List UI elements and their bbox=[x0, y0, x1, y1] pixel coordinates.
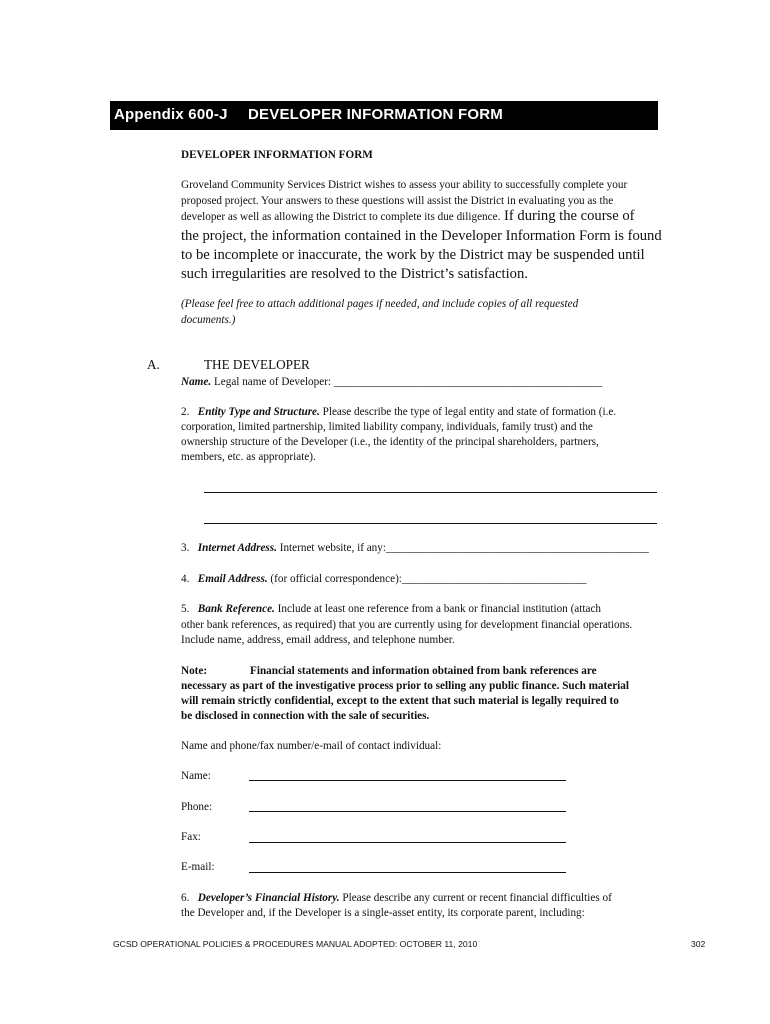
page-number: 302 bbox=[691, 939, 706, 949]
note-line-2: necessary as part of the investigative process prior to selling any public finance. Such material bbox=[181, 680, 629, 692]
contact-email-field[interactable] bbox=[249, 872, 566, 873]
intro-line-5: to be incomplete or inaccurate, the work by the District may be suspended until bbox=[181, 247, 645, 263]
intro-line-2: proposed project. Your answers to these questions will assist the District in evaluating you as the bbox=[181, 195, 614, 207]
item-name bbox=[181, 375, 602, 391]
item-4 bbox=[181, 572, 587, 588]
intro-line-3 bbox=[181, 207, 635, 226]
item-5-num: 5. bbox=[181, 603, 190, 615]
item-3-num: 3. bbox=[181, 542, 190, 554]
item-2-num: 2. bbox=[181, 406, 190, 418]
item-5-first-line bbox=[181, 602, 601, 618]
intro-line-1: Groveland Community Services District wishes to assess your ability to successfully complete your bbox=[181, 179, 628, 191]
item-5-text: Include at least one reference from a bank or financial institution (attach bbox=[274, 603, 602, 615]
item-6-num: 6. bbox=[181, 892, 190, 904]
item-2-line-2: corporation, limited partnership, limited liability company, individuals, family trust) and the bbox=[181, 421, 593, 433]
contact-name-label: Name: bbox=[181, 770, 211, 782]
intro-line-3-large: If during the course of bbox=[500, 208, 635, 224]
appendix-code: Appendix 600-J bbox=[114, 106, 228, 123]
item-name-label: Name. bbox=[181, 376, 212, 388]
section-a-title: THE DEVELOPER bbox=[204, 357, 310, 372]
item-5-label: Bank Reference. bbox=[197, 603, 275, 615]
contact-email-label: E-mail: bbox=[181, 861, 215, 873]
attach-note-1: (Please feel free to attach additional pages if needed, and include copies of all requested bbox=[181, 298, 579, 310]
item-2-text: Please describe the type of legal entity and state of formation (i.e. bbox=[319, 406, 617, 418]
contact-phone-field[interactable] bbox=[249, 811, 566, 812]
item-6-text: Please describe any current or recent financial difficulties of bbox=[339, 892, 612, 904]
form-heading: DEVELOPER INFORMATION FORM bbox=[181, 149, 373, 161]
contact-heading: Name and phone/fax number/e-mail of contact individual: bbox=[181, 740, 442, 752]
contact-fax-field[interactable] bbox=[249, 842, 566, 843]
note-line-4: be disclosed in connection with the sale of securities. bbox=[181, 710, 430, 722]
attach-note-2: documents.) bbox=[181, 314, 236, 326]
contact-phone-label: Phone: bbox=[181, 801, 213, 813]
item-2-line-3: ownership structure of the Developer (i.e., the identity of the principal shareholders, partners, bbox=[181, 436, 599, 448]
note-label: Note: bbox=[181, 665, 208, 677]
item-6-line-2: the Developer and, if the Developer is a single-asset entity, its corporate parent, including: bbox=[181, 907, 585, 919]
intro-line-6: such irregularities are resolved to the District’s satisfaction. bbox=[181, 266, 528, 282]
contact-name-field[interactable] bbox=[249, 780, 566, 781]
item-6-first-line bbox=[181, 891, 612, 907]
item-2-label: Entity Type and Structure. bbox=[197, 406, 320, 418]
appendix-banner bbox=[110, 101, 658, 130]
item-3-text: Internet website, if any:_______________________________________________ bbox=[276, 542, 649, 554]
item-5-line-3: Include name, address, email address, and telephone number. bbox=[181, 634, 455, 646]
item-4-text: (for official correspondence):_________________________________ bbox=[267, 573, 587, 585]
item-name-text: Legal name of Developer: ________________________________________________ bbox=[211, 376, 603, 388]
entity-answer-line-1[interactable] bbox=[204, 492, 657, 493]
item-6-label: Developer’s Financial History. bbox=[197, 892, 340, 904]
footer-manual-title: GCSD OPERATIONAL POLICIES & PROCEDURES MANUAL ADOPTED: OCTOBER 11, 2010 bbox=[113, 939, 478, 949]
banner-title: DEVELOPER INFORMATION FORM bbox=[248, 106, 503, 123]
item-4-label: Email Address. bbox=[197, 573, 268, 585]
item-2-line-4: members, etc. as appropriate). bbox=[181, 451, 316, 463]
intro-line-3-small: developer as well as allowing the District to complete its due diligence. bbox=[181, 211, 501, 223]
intro-line-4: the project, the information contained in the Developer Information Form is found bbox=[181, 228, 662, 244]
item-2-first-line bbox=[181, 405, 616, 421]
item-5-line-2: other bank references, as required) that you are currently using for development financial operations. bbox=[181, 619, 633, 631]
item-3 bbox=[181, 541, 649, 557]
item-4-num: 4. bbox=[181, 573, 190, 585]
note-line-3: will remain strictly confidential, except to the extent that such material is legally required to bbox=[181, 695, 619, 707]
note-line-1: Financial statements and information obtained from bank references are bbox=[250, 665, 597, 677]
contact-fax-label: Fax: bbox=[181, 831, 201, 843]
section-a-letter: A. bbox=[147, 357, 160, 372]
entity-answer-line-2[interactable] bbox=[204, 523, 657, 524]
item-3-label: Internet Address. bbox=[197, 542, 277, 554]
